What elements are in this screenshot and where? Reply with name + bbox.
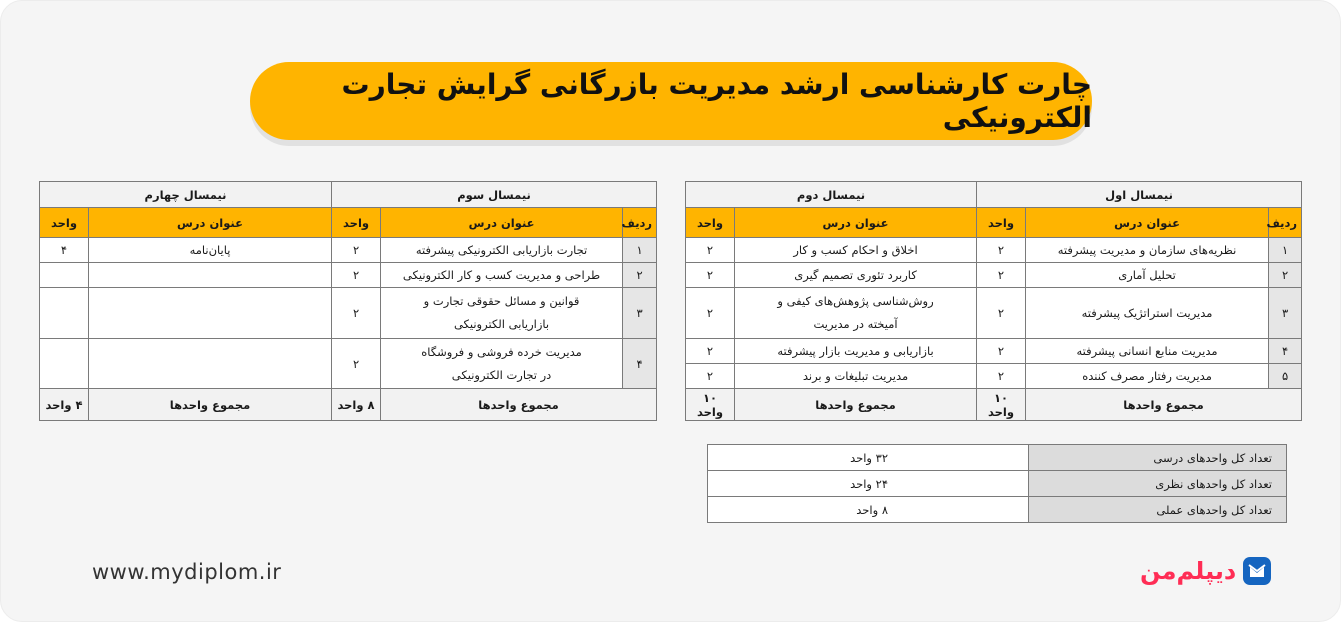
table-row — [40, 263, 657, 288]
course-units: ۲ — [332, 339, 381, 389]
summary-label: تعداد کل واحدهای عملی — [1029, 497, 1287, 523]
course-title: کاربرد تئوری تصمیم گیری — [735, 263, 977, 288]
row-number: ۵ — [1269, 364, 1302, 389]
row-col-header: ردیف — [623, 208, 657, 238]
summary-value: ۲۴ واحد — [708, 471, 1029, 497]
total-units: ۸ واحد — [332, 389, 381, 421]
table-row — [686, 238, 1302, 263]
course-title: مدیریت استراتژیک پیشرفته — [1026, 288, 1269, 339]
row-number: ۴ — [623, 339, 657, 389]
course-units — [40, 339, 89, 389]
course-units: ۲ — [977, 339, 1026, 364]
course-units: ۲ — [332, 238, 381, 263]
course-units: ۲ — [686, 263, 735, 288]
unit-col-header: واحد — [332, 208, 381, 238]
course-col-header: عنوان درس — [381, 208, 623, 238]
course-title: اخلاق و احکام کسب و کار — [735, 238, 977, 263]
course-units: ۲ — [977, 263, 1026, 288]
course-title — [89, 288, 332, 339]
row-col-header: ردیف — [1269, 208, 1302, 238]
row-number: ۱ — [1269, 238, 1302, 263]
course-col-header: عنوان درس — [89, 208, 332, 238]
row-number: ۱ — [623, 238, 657, 263]
course-units: ۲ — [686, 238, 735, 263]
course-units: ۴ — [40, 238, 89, 263]
summary-label: تعداد کل واحدهای درسی — [1029, 445, 1287, 471]
course-units: ۲ — [686, 288, 735, 339]
table-row — [40, 288, 657, 339]
course-units: ۲ — [332, 288, 381, 339]
row-number: ۳ — [1269, 288, 1302, 339]
course-title: مدیریت خرده فروشی و فروشگاه در تجارت الکترونیکی — [381, 339, 623, 389]
course-units: ۲ — [977, 238, 1026, 263]
unit-col-header: واحد — [686, 208, 735, 238]
summary-value: ۳۲ واحد — [708, 445, 1029, 471]
diploma-logo-icon — [1242, 556, 1272, 586]
units-summary-table — [707, 444, 1287, 523]
course-title: طراحی و مدیریت کسب و کار الکترونیکی — [381, 263, 623, 288]
course-units: ۲ — [977, 364, 1026, 389]
course-title: مدیریت منابع انسانی پیشرفته — [1026, 339, 1269, 364]
semester-1-header: نیمسال اول — [977, 182, 1302, 208]
course-title — [89, 263, 332, 288]
table-row — [40, 238, 657, 263]
total-label: مجموع واحدها — [89, 389, 332, 421]
semester-3-header: نیمسال سوم — [332, 182, 657, 208]
course-units: ۲ — [686, 364, 735, 389]
course-col-header: عنوان درس — [1026, 208, 1269, 238]
table-row — [686, 364, 1302, 389]
course-title: نظریه‌های سازمان و مدیریت پیشرفته — [1026, 238, 1269, 263]
course-title: تجارت بازاریابی الکترونیکی پیشرفته — [381, 238, 623, 263]
course-title: مدیریت رفتار مصرف کننده — [1026, 364, 1269, 389]
course-title: تحلیل آماری — [1026, 263, 1269, 288]
summary-label: تعداد کل واحدهای نظری — [1029, 471, 1287, 497]
row-number: ۳ — [623, 288, 657, 339]
total-row — [40, 389, 657, 421]
course-col-header: عنوان درس — [735, 208, 977, 238]
table-row — [686, 263, 1302, 288]
row-number: ۲ — [623, 263, 657, 288]
total-label: مجموع واحدها — [735, 389, 977, 421]
website-url: www.mydiplom.ir — [92, 560, 282, 584]
unit-col-header: واحد — [40, 208, 89, 238]
course-units: ۲ — [977, 288, 1026, 339]
summary-value: ۸ واحد — [708, 497, 1029, 523]
total-units: ۱۰ واحد — [686, 389, 735, 421]
total-row — [686, 389, 1302, 421]
table-row — [686, 339, 1302, 364]
total-label: مجموع واحدها — [1026, 389, 1302, 421]
course-title — [89, 339, 332, 389]
row-number: ۲ — [1269, 263, 1302, 288]
course-units — [40, 263, 89, 288]
table-row — [40, 339, 657, 389]
course-title: مدیریت تبلیغات و برند — [735, 364, 977, 389]
course-units — [40, 288, 89, 339]
course-units: ۲ — [686, 339, 735, 364]
course-title: بازاریابی و مدیریت بازار پیشرفته — [735, 339, 977, 364]
total-units: ۴ واحد — [40, 389, 89, 421]
total-units: ۱۰ واحد — [977, 389, 1026, 421]
semester-1-2-table — [685, 181, 1302, 421]
unit-col-header: واحد — [977, 208, 1026, 238]
semester-2-header: نیمسال دوم — [686, 182, 977, 208]
brand-logo — [1140, 556, 1272, 586]
course-title: قوانین و مسائل حقوقی تجارت و بازاریابی الکترونیکی — [381, 288, 623, 339]
summary-row — [708, 471, 1287, 497]
total-label: مجموع واحدها — [381, 389, 657, 421]
summary-row — [708, 445, 1287, 471]
course-units: ۲ — [332, 263, 381, 288]
semester-4-header: نیمسال چهارم — [40, 182, 332, 208]
course-title: پایان‌نامه — [89, 238, 332, 263]
semester-3-4-table — [39, 181, 657, 421]
course-title: روش‌شناسی پژوهش‌های کیفی و آمیخته در مدیریت — [735, 288, 977, 339]
row-number: ۴ — [1269, 339, 1302, 364]
brand-name: دیپلم‌من — [1140, 557, 1237, 585]
table-row — [686, 288, 1302, 339]
summary-row — [708, 497, 1287, 523]
page-title: چارت کارشناسی ارشد مدیریت بازرگانی گرایش تجارت الکترونیکی — [250, 62, 1092, 140]
